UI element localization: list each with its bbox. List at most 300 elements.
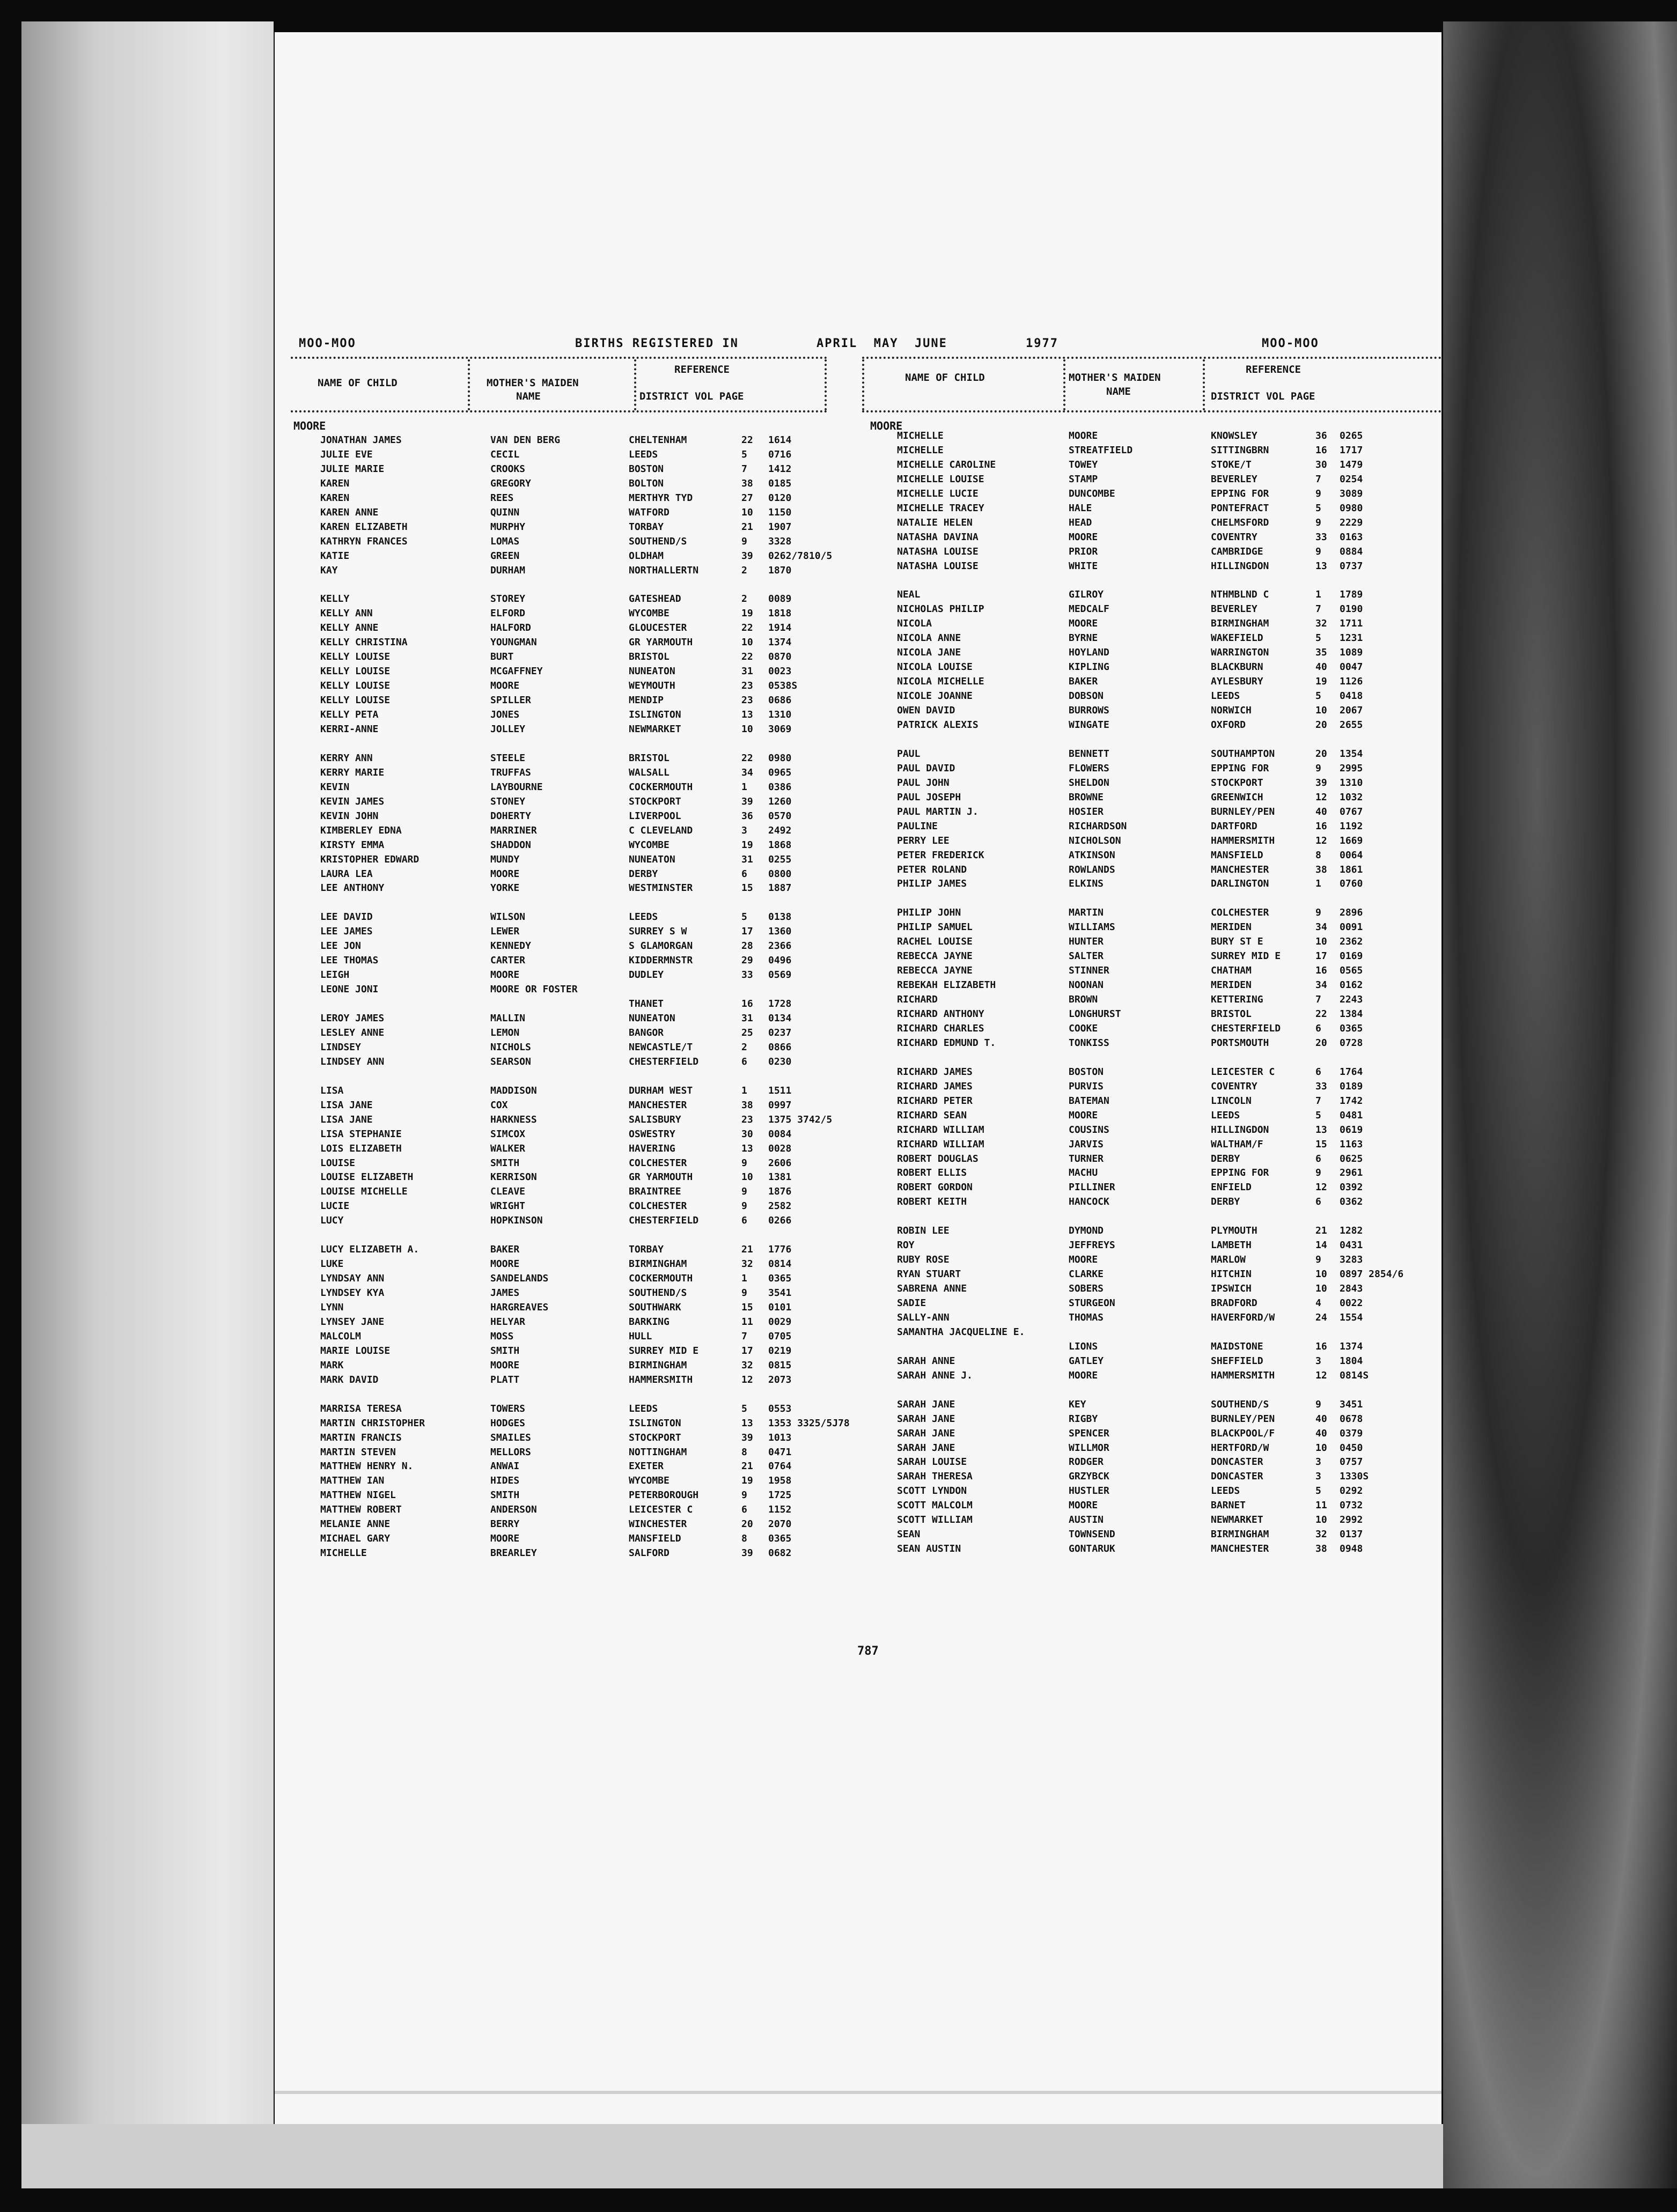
volume: 3 <box>1315 1456 1321 1468</box>
entry-row <box>275 733 1441 747</box>
district: STOKE/T <box>1211 459 1252 470</box>
mothers-maiden-name: GREEN <box>490 550 520 562</box>
volume: 32 <box>1315 618 1327 630</box>
district: SITTINGBRN <box>1211 444 1269 456</box>
mothers-maiden-name: ANWAI <box>490 1461 520 1472</box>
page-ref: 0091 <box>1340 921 1363 933</box>
child-name: KIRSTY EMMA <box>320 839 385 851</box>
page-ref: 0386 <box>768 781 792 793</box>
child-name: PAUL JOHN <box>897 777 950 788</box>
child-name: LESLEY ANNE <box>320 1027 385 1038</box>
district: CAMBRIDGE <box>1211 545 1263 557</box>
page-ref: 0948 <box>1340 1543 1363 1555</box>
entry-row <box>275 631 1441 645</box>
mothers-maiden-name: ATKINSON <box>1069 849 1115 861</box>
entry-row <box>275 1369 1441 1383</box>
entry-row <box>275 1065 1441 1079</box>
page-ref: 0134 <box>768 1013 792 1024</box>
mothers-maiden-name: HIDES <box>490 1475 520 1487</box>
page-ref: 0800 <box>768 868 792 880</box>
child-name: LOUISE ELIZABETH <box>320 1171 414 1183</box>
entry-row <box>275 993 1441 1007</box>
district: BEVERLEY <box>1211 473 1257 485</box>
volume: 3 <box>1315 1355 1321 1367</box>
page-ref: 0569 <box>768 969 792 981</box>
page-ref: 0022 <box>1340 1297 1363 1309</box>
mothers-maiden-name: HANCOCK <box>1069 1196 1109 1208</box>
child-name: KELLY LOUISE <box>320 651 391 663</box>
child-name: LEROY JAMES <box>320 1013 385 1024</box>
child-name: LISA <box>320 1085 344 1096</box>
volume: 10 <box>1315 1514 1327 1526</box>
child-name: OWEN DAVID <box>897 705 955 717</box>
child-name: ROBERT GORDON <box>897 1182 973 1193</box>
mothers-maiden-name: LAYBOURNE <box>490 781 543 793</box>
child-name: KELLY CHRISTINA <box>320 637 408 648</box>
volume: 31 <box>741 853 753 865</box>
page-ref: 0120 <box>768 492 792 504</box>
child-name: RICHARD ANTHONY <box>897 1008 984 1020</box>
child-name: MELANIE ANNE <box>320 1518 391 1530</box>
district: WESTMINSTER <box>629 882 693 894</box>
district: KETTERING <box>1211 994 1263 1006</box>
entry-row <box>275 1123 1441 1137</box>
volume: 13 <box>741 1417 753 1429</box>
district: SURREY MID E <box>1211 950 1281 962</box>
child-name: JULIE MARIE <box>320 463 385 475</box>
mothers-maiden-name: HOPKINSON <box>490 1215 543 1227</box>
child-name: KATIE <box>320 550 350 562</box>
volume: 9 <box>741 1200 747 1212</box>
child-name: LEE JON <box>320 940 361 952</box>
page-ref: 0538S <box>768 680 798 692</box>
district: CHESTERFIELD <box>1211 1022 1281 1034</box>
child-name: KAREN ANNE <box>320 506 379 518</box>
entry-row <box>275 863 1441 877</box>
mothers-maiden-name: HOYLAND <box>1069 647 1109 659</box>
page-ref: 1742 <box>1340 1095 1363 1107</box>
district: STOCKPORT <box>629 795 681 807</box>
district: SOUTHAMPTON <box>1211 748 1275 760</box>
district: CHELTENHAM <box>629 434 687 446</box>
entry-row <box>275 1022 1441 1036</box>
mothers-maiden-name: NOONAN <box>1069 979 1104 991</box>
mothers-maiden-name: RODGER <box>1069 1456 1104 1468</box>
mothers-maiden-name: BROWNE <box>1069 791 1104 803</box>
volume: 9 <box>1315 1254 1321 1266</box>
page-ref: 1669 <box>1340 835 1363 846</box>
mothers-maiden-name: STONEY <box>490 795 526 807</box>
register-year: 1977 <box>1026 337 1058 350</box>
volume: 21 <box>1315 1225 1327 1237</box>
entry-row <box>275 1484 1441 1498</box>
mothers-maiden-name: TONKISS <box>1069 1037 1109 1049</box>
entry-row <box>275 1412 1441 1426</box>
child-name: MICHELLE <box>897 430 944 441</box>
volume: 6 <box>741 868 747 880</box>
volume: 12 <box>1315 1182 1327 1193</box>
child-name: KELLY ANNE <box>320 622 379 634</box>
child-name: SARAH THERESA <box>897 1471 973 1483</box>
child-name: KRISTOPHER EDWARD <box>320 853 420 865</box>
page-ref: 0392 <box>1340 1182 1363 1193</box>
volume: 32 <box>741 1359 753 1371</box>
mothers-maiden-name: MOORE <box>1069 430 1098 441</box>
mothers-maiden-name: MELLORS <box>490 1446 531 1458</box>
volume: 7 <box>1315 1095 1321 1107</box>
page-ref: 0265 <box>1340 430 1363 441</box>
volume: 30 <box>741 1128 753 1140</box>
mothers-maiden-name: SPENCER <box>1069 1427 1109 1439</box>
volume: 36 <box>741 810 753 822</box>
district: HAMMERSMITH <box>629 1374 693 1385</box>
mothers-maiden-name: JAMES <box>490 1287 520 1299</box>
page-ref: 1310 <box>1340 777 1363 788</box>
entry-row <box>275 646 1441 660</box>
page-ref: 0471 <box>768 1446 792 1458</box>
page-title: BIRTHS REGISTERED IN <box>575 337 739 350</box>
volume: 32 <box>1315 1529 1327 1540</box>
district: BRADFORD <box>1211 1297 1257 1309</box>
entry-row <box>275 1325 1441 1339</box>
district: MANSFIELD <box>1211 849 1263 861</box>
volume: 6 <box>1315 1066 1321 1078</box>
column-header-maiden: MOTHER'S MAIDEN <box>487 377 579 389</box>
child-name: LEE ANTHONY <box>320 882 385 894</box>
mothers-maiden-name: MALLIN <box>490 1013 526 1024</box>
page-ref: 0365 <box>768 1273 792 1285</box>
entry-row <box>275 559 1441 573</box>
district: ISLINGTON <box>629 1417 681 1429</box>
mothers-maiden-name: ELKINS <box>1069 878 1104 890</box>
district: GATESHEAD <box>629 593 681 605</box>
volume: 29 <box>741 955 753 967</box>
volume: 10 <box>1315 1442 1327 1454</box>
mothers-maiden-name: CECIL <box>490 448 520 460</box>
entry-row <box>275 602 1441 616</box>
column-header-maiden: MOTHER'S MAIDEN <box>1069 372 1161 384</box>
mothers-maiden-name: SMITH <box>490 1345 520 1356</box>
mothers-maiden-name: BAKER <box>490 1244 520 1256</box>
district: OXFORD <box>1211 719 1246 731</box>
mothers-maiden-name: SHELDON <box>1069 777 1109 788</box>
district: LEEDS <box>629 448 658 460</box>
child-name: KELLY ANN <box>320 608 373 620</box>
volume: 32 <box>741 1258 753 1270</box>
entry-row <box>275 1138 1441 1152</box>
mothers-maiden-name: MOORE <box>490 969 520 981</box>
page-ref: 0138 <box>768 911 792 923</box>
district: DURHAM WEST <box>629 1085 693 1096</box>
child-name: SALLY-ANN <box>897 1311 950 1323</box>
volume: 39 <box>741 1547 753 1559</box>
entry-row <box>275 1080 1441 1094</box>
district: NEWMARKET <box>629 724 681 735</box>
district: HERTFORD/W <box>1211 1442 1269 1454</box>
entry-row <box>275 675 1441 689</box>
column-header-district: DISTRICT VOL PAGE <box>1211 390 1315 402</box>
mothers-maiden-name: ANDERSON <box>490 1504 537 1516</box>
page-ref: 0897 2854/6 <box>1340 1269 1404 1280</box>
mothers-maiden-name: MOSS <box>490 1330 514 1342</box>
page-ref: 0089 <box>768 593 792 605</box>
mothers-maiden-name: COOKE <box>1069 1022 1098 1034</box>
page-ref: 0570 <box>768 810 792 822</box>
mothers-maiden-name: STINNER <box>1069 965 1109 977</box>
volume: 20 <box>1315 719 1327 731</box>
entry-row <box>275 660 1441 674</box>
volume: 22 <box>741 434 753 446</box>
child-name: LOIS ELIZABETH <box>320 1142 402 1154</box>
child-name: NATASHA LOUISE <box>897 545 979 557</box>
entry-row <box>275 1051 1441 1065</box>
child-name: NICHOLAS PHILIP <box>897 603 984 615</box>
mothers-maiden-name: VAN DEN BERG <box>490 434 561 446</box>
volume: 9 <box>1315 545 1321 557</box>
volume: 19 <box>741 608 753 620</box>
volume: 34 <box>1315 921 1327 933</box>
page-ref: 0814S <box>1340 1369 1369 1381</box>
page-ref: 0254 <box>1340 473 1363 485</box>
district: WYCOMBE <box>629 839 670 851</box>
mothers-maiden-name: SMAILES <box>490 1432 531 1443</box>
district: NUNEATON <box>629 853 675 865</box>
district: BARNET <box>1211 1500 1246 1511</box>
district: WEYMOUTH <box>629 680 675 692</box>
col-separator <box>634 359 636 410</box>
volume: 39 <box>741 795 753 807</box>
entry-row <box>275 1238 1441 1252</box>
child-name: SARAH JANE <box>897 1427 955 1439</box>
mothers-maiden-name: SALTER <box>1069 950 1104 962</box>
mothers-maiden-name: LOMAS <box>490 535 520 547</box>
mothers-maiden-name: JONES <box>490 709 520 721</box>
district: MANCHESTER <box>1211 864 1269 875</box>
page-ref: 1374 <box>1340 1340 1363 1352</box>
volume: 10 <box>1315 936 1327 948</box>
mothers-maiden-name: CLARKE <box>1069 1269 1104 1280</box>
district: GR YARMOUTH <box>629 1171 693 1183</box>
volume: 7 <box>741 463 747 475</box>
surname-heading-right: MOORE <box>870 419 903 432</box>
district: EPPING FOR <box>1211 488 1269 499</box>
mothers-maiden-name: MOORE <box>490 868 520 880</box>
mothers-maiden-name: MARTIN <box>1069 907 1104 919</box>
child-name: LOUISE <box>320 1157 356 1169</box>
page-ref: 1330S <box>1340 1471 1369 1483</box>
scan-margin-bottom <box>21 2124 1443 2188</box>
volume: 19 <box>1315 676 1327 688</box>
volume: 8 <box>741 1533 747 1545</box>
page-ref: 0365 <box>768 1533 792 1545</box>
page-ref: 1152 <box>768 1504 792 1516</box>
volume: 5 <box>1315 502 1321 514</box>
child-name: LYNSEY JANE <box>320 1316 385 1328</box>
district: PLYMOUTH <box>1211 1225 1257 1237</box>
page-ref: 0362 <box>1340 1196 1363 1208</box>
child-name: LEE JAMES <box>320 926 373 938</box>
volume: 5 <box>1315 690 1321 702</box>
district: PETERBOROUGH <box>629 1490 699 1501</box>
child-name: PETER FREDERICK <box>897 849 984 861</box>
page-ref: 0757 <box>1340 1456 1363 1468</box>
child-name: LINDSEY <box>320 1041 361 1053</box>
mothers-maiden-name: BAKER <box>1069 676 1098 688</box>
mothers-maiden-name: JARVIS <box>1069 1138 1104 1150</box>
district: NTHMBLND C <box>1211 589 1269 601</box>
district: NUNEATON <box>629 1013 675 1024</box>
district: BURY ST E <box>1211 936 1263 948</box>
page-ref: 0029 <box>768 1316 792 1328</box>
mothers-maiden-name: KIPLING <box>1069 661 1109 673</box>
mothers-maiden-name: KEY <box>1069 1398 1086 1410</box>
volume: 10 <box>1315 1269 1327 1280</box>
page-ref: 1360 <box>768 926 792 938</box>
child-name: NATALIE HELEN <box>897 517 973 528</box>
page-ref: 0137 <box>1340 1529 1363 1540</box>
district: COLCHESTER <box>629 1157 687 1169</box>
page-ref: 1818 <box>768 608 792 620</box>
child-name: LYNDSAY ANN <box>320 1273 385 1285</box>
entry-row <box>275 1513 1441 1527</box>
header-rule-top-left <box>291 357 827 359</box>
col-separator <box>1203 359 1205 410</box>
mothers-maiden-name: WILLIAMS <box>1069 921 1115 933</box>
child-name: RICHARD <box>897 994 938 1006</box>
entry-row <box>275 1109 1441 1123</box>
page-ref: 0619 <box>1340 1124 1363 1136</box>
volume: 2 <box>741 564 747 576</box>
child-name: NEAL <box>897 589 921 601</box>
column-header-child: NAME OF CHILD <box>318 377 398 389</box>
child-name: JULIE EVE <box>320 448 373 460</box>
mothers-maiden-name: GRZYBCK <box>1069 1471 1109 1483</box>
volume: 6 <box>1315 1196 1321 1208</box>
district: LEEDS <box>1211 1109 1240 1121</box>
page-ref: 0732 <box>1340 1500 1363 1511</box>
child-name: MARTIN CHRISTOPHER <box>320 1417 425 1429</box>
volume: 13 <box>1315 560 1327 572</box>
page-ref: 2992 <box>1340 1514 1363 1526</box>
district: LAMBETH <box>1211 1240 1252 1251</box>
child-name: MARTIN STEVEN <box>320 1446 396 1458</box>
mothers-maiden-name: GATLEY <box>1069 1355 1104 1367</box>
surname-heading-left: MOORE <box>293 419 326 432</box>
volume: 8 <box>1315 849 1321 861</box>
page-ref: 0481 <box>1340 1109 1363 1121</box>
mothers-maiden-name: TOWEY <box>1069 459 1098 470</box>
page-ref: 0101 <box>768 1302 792 1313</box>
volume: 40 <box>1315 1427 1327 1439</box>
volume: 6 <box>741 1215 747 1227</box>
entry-row <box>275 458 1441 472</box>
column-header-maiden-2: NAME <box>1106 386 1131 397</box>
page-ref: 0965 <box>768 766 792 778</box>
volume: 19 <box>741 839 753 851</box>
entry-row <box>275 877 1441 891</box>
volume: 8 <box>741 1446 747 1458</box>
district: MERIDEN <box>1211 921 1252 933</box>
mothers-maiden-name: COX <box>490 1099 508 1111</box>
entry-row <box>275 1427 1441 1441</box>
district: STOCKPORT <box>1211 777 1263 788</box>
child-name: RICHARD WILLIAM <box>897 1124 984 1136</box>
volume: 33 <box>1315 531 1327 543</box>
index-range-left: MOO-MOO <box>299 337 356 350</box>
district: SOUTHEND/S <box>1211 1398 1269 1410</box>
district: WINCHESTER <box>629 1518 687 1530</box>
page-ref: 0450 <box>1340 1442 1363 1454</box>
page-ref: 0190 <box>1340 603 1363 615</box>
mothers-maiden-name: NICHOLS <box>490 1041 531 1053</box>
volume: 22 <box>741 651 753 663</box>
mothers-maiden-name: MOORE <box>1069 1109 1098 1121</box>
district: ENFIELD <box>1211 1182 1252 1193</box>
page-ref: 0705 <box>768 1330 792 1342</box>
mothers-maiden-name: THOMAS <box>1069 1311 1104 1323</box>
page-ref: 0686 <box>768 695 792 706</box>
volume: 10 <box>741 724 753 735</box>
child-name: PAUL DAVID <box>897 762 955 774</box>
mothers-maiden-name: SOBERS <box>1069 1283 1104 1295</box>
child-name: MICHELLE LUCIE <box>897 488 979 499</box>
district: S GLAMORGAN <box>629 940 693 952</box>
page-ref: 0219 <box>768 1345 792 1356</box>
entry-row <box>275 762 1441 776</box>
page-ref: 1353 3325/5J78 <box>768 1417 850 1429</box>
child-name: KERRI-ANNE <box>320 724 379 735</box>
page-ref: 3283 <box>1340 1254 1363 1266</box>
child-name: LUCY ELIZABETH A. <box>320 1244 420 1256</box>
entry-row <box>275 949 1441 963</box>
mothers-maiden-name: CROOKS <box>490 463 526 475</box>
mothers-maiden-name: ROWLANDS <box>1069 864 1115 875</box>
child-name: KAREN ELIZABETH <box>320 521 408 533</box>
mothers-maiden-name: HALFORD <box>490 622 531 634</box>
child-name: REBECCA JAYNE <box>897 950 973 962</box>
child-name: RICHARD EDMUND T. <box>897 1037 996 1049</box>
volume: 12 <box>1315 1369 1327 1381</box>
page-ref: 1776 <box>768 1244 792 1256</box>
page-ref: 1282 <box>1340 1225 1363 1237</box>
page-ref: 3541 <box>768 1287 792 1299</box>
district: ISLINGTON <box>629 709 681 721</box>
volume: 2 <box>741 593 747 605</box>
volume: 9 <box>741 1157 747 1169</box>
child-name: MALCOLM <box>320 1330 361 1342</box>
district: SURREY S W <box>629 926 687 938</box>
district: NEWMARKET <box>1211 1514 1263 1526</box>
mothers-maiden-name: MOORE <box>490 1359 520 1371</box>
volume: 38 <box>1315 864 1327 875</box>
mothers-maiden-name: PILLINER <box>1069 1182 1115 1193</box>
page-ref: 1412 <box>768 463 792 475</box>
mothers-maiden-name: WILLMOR <box>1069 1442 1109 1454</box>
child-name: SARAH ANNE <box>897 1355 955 1367</box>
volume: 10 <box>1315 1283 1327 1295</box>
volume: 23 <box>741 680 753 692</box>
district: LINCOLN <box>1211 1095 1252 1107</box>
volume: 1 <box>1315 878 1321 890</box>
page-ref: 0767 <box>1340 806 1363 817</box>
mothers-maiden-name: LONGHURST <box>1069 1008 1121 1020</box>
child-name: LINDSEY ANN <box>320 1056 385 1067</box>
volume: 23 <box>741 695 753 706</box>
mothers-maiden-name: TOWERS <box>490 1403 526 1414</box>
volume: 23 <box>741 1114 753 1125</box>
page-ref: 0237 <box>768 1027 792 1038</box>
mothers-maiden-name: CLEAVE <box>490 1186 526 1198</box>
